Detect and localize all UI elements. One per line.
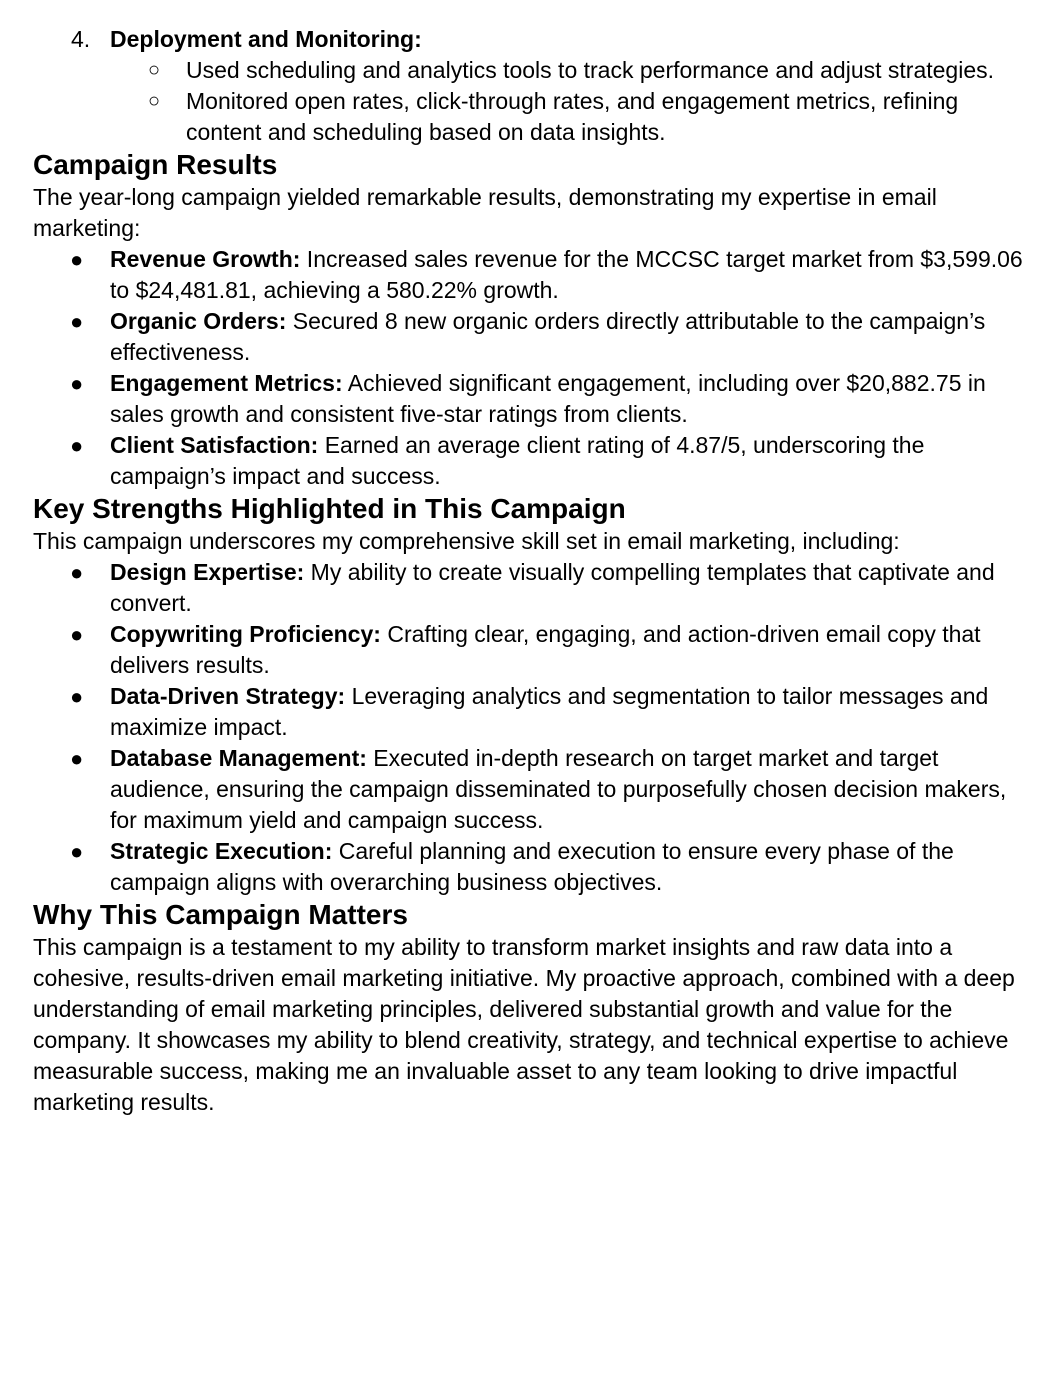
bullet-icon: ● — [70, 309, 84, 334]
document-body — [33, 24, 1033, 1118]
list-item — [33, 836, 1033, 898]
step-number: 4. — [71, 26, 91, 52]
bullet-icon: ● — [70, 622, 84, 647]
item-text: Leveraging analytics and segmentation to tailor messages and maximize impact. — [110, 683, 989, 740]
section-intro: This campaign underscores my comprehensive skill set in email marketing, including: — [33, 528, 900, 554]
list-item — [33, 619, 1033, 681]
item-text: My ability to create visually compelling templates that captivate and convert. — [110, 559, 995, 616]
hollow-bullet-icon: ○ — [148, 59, 161, 81]
item-text: Secured 8 new organic orders directly attributable to the campaign’s effectiveness. — [110, 308, 986, 365]
item-text: Achieved significant engagement, including over $20,882.75 in sales growth and consistent five-star ratings from clients. — [110, 370, 986, 427]
item-label: Database Management: — [110, 745, 367, 771]
list-item — [33, 368, 1033, 430]
bullet-icon: ● — [70, 247, 84, 272]
bullet-icon: ● — [70, 746, 84, 771]
item-text: Increased sales revenue for the MCCSC target market from $3,599.06 to $24,481.81, achieving a 580.22% growth. — [110, 246, 1023, 303]
step-title: Deployment and Monitoring: — [110, 26, 422, 52]
results-list — [33, 244, 1033, 492]
step-heading-row — [33, 24, 1033, 55]
item-text: Crafting clear, engaging, and action-driven email copy that delivers results. — [110, 621, 981, 678]
bullet-icon: ● — [70, 371, 84, 396]
item-label: Data-Driven Strategy: — [110, 683, 346, 709]
bullet-icon: ● — [70, 433, 84, 458]
section-intro: The year-long campaign yielded remarkable results, demonstrating my expertise in email marketing: — [33, 184, 937, 241]
item-label: Organic Orders: — [110, 308, 287, 334]
step-item — [33, 24, 1033, 148]
subitem — [33, 55, 1033, 86]
list-item — [33, 306, 1033, 368]
list-item — [33, 244, 1033, 306]
item-label: Design Expertise: — [110, 559, 305, 585]
bullet-icon: ● — [70, 839, 84, 864]
bullet-icon: ● — [70, 684, 84, 709]
item-label: Client Satisfaction: — [110, 432, 319, 458]
section-heading-why-it-matters: Why This Campaign Matters — [33, 899, 408, 930]
item-label: Engagement Metrics: — [110, 370, 343, 396]
section-body-paragraph: This campaign is a testament to my ability to transform market insights and raw data into a cohesive, results-driven email marketing initiative. My proactive approach, combined with a deep understanding of email marketing principles, delivered substantial growth and value for the company. It showcases my ability to blend creativity, strategy, and technical expertise to achieve measurable success, making me an invaluable asset to any team looking to drive impactful marketing results. — [33, 934, 1015, 1115]
list-item — [33, 557, 1033, 619]
item-text: Careful planning and execution to ensure every phase of the campaign aligns with overarching business objectives. — [110, 838, 954, 895]
subitem — [33, 86, 1033, 148]
section-heading-campaign-results: Campaign Results — [33, 149, 278, 180]
list-item — [33, 743, 1033, 836]
item-label: Strategic Execution: — [110, 838, 333, 864]
subitem-text: Used scheduling and analytics tools to track performance and adjust strategies. — [186, 57, 994, 83]
item-label: Copywriting Proficiency: — [110, 621, 381, 647]
subitem-text: Monitored open rates, click-through rates, and engagement metrics, refining content and scheduling based on data insights. — [186, 88, 959, 145]
item-label: Revenue Growth: — [110, 246, 301, 272]
process-steps-list — [33, 24, 1033, 148]
section-heading-key-strengths: Key Strengths Highlighted in This Campaign — [33, 493, 626, 524]
item-text: Earned an average client rating of 4.87/5, underscoring the campaign’s impact and success. — [110, 432, 925, 489]
list-item — [33, 681, 1033, 743]
list-item — [33, 430, 1033, 492]
hollow-bullet-icon: ○ — [148, 90, 161, 112]
bullet-icon: ● — [70, 560, 84, 585]
strengths-list — [33, 557, 1033, 898]
step-subitems-list — [33, 55, 1033, 148]
item-text: Executed in-depth research on target market and target audience, ensuring the campaign disseminated to purposefully chosen decision makers, for maximum yield and campaign success. — [110, 745, 1007, 833]
